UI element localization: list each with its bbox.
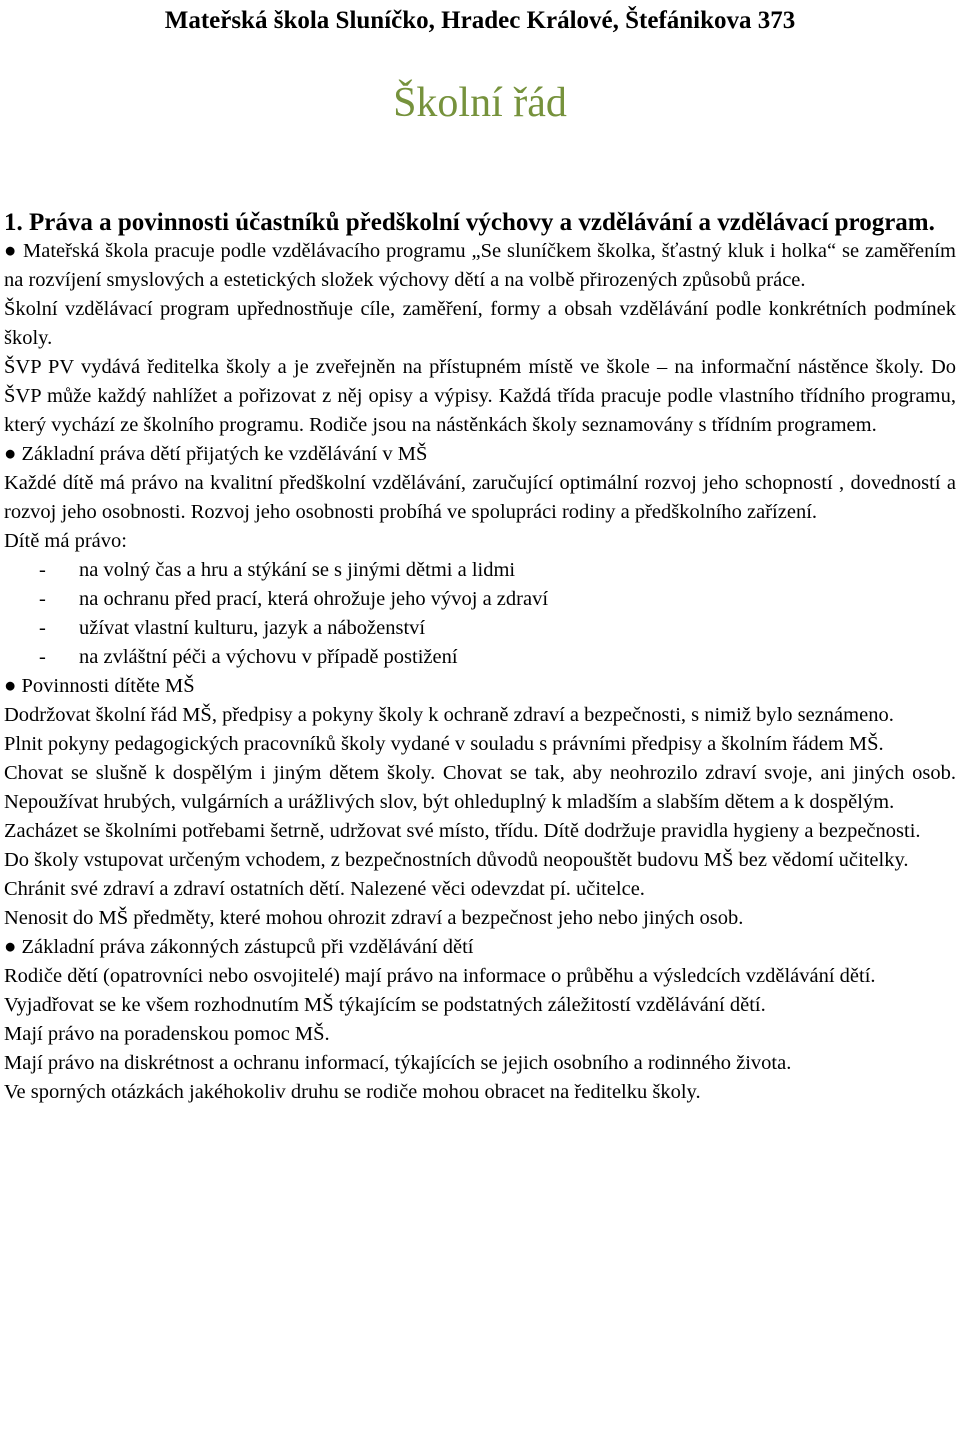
paragraph-parent-right: Mají právo na diskrétnost a ochranu informací, týkajících se jejich osobního a rodinného života. xyxy=(4,1052,792,1074)
list-item-text: na volný čas a hru a stýkání se s jinými dětmi a lidmi xyxy=(79,559,516,581)
paragraph-parent-right: Ve sporných otázkách jakéhokoliv druhu se rodiče mohou obracet na ředitelku školy. xyxy=(4,1081,701,1103)
rights-list xyxy=(4,556,956,672)
dash-marker: - xyxy=(39,617,46,639)
school-name-header: Mateřská škola Sluníčko, Hradec Králové, Štefánikova 373 xyxy=(164,7,796,34)
paragraph-parent-right: Rodiče dětí (opatrovníci nebo osvojitelé) mají právo na informace o průběhu a výsledcích vzdělávání dětí. xyxy=(4,965,876,987)
paragraph-duty: Dodržovat školní řád MŠ, předpisy a pokyny školy k ochraně zdraví a bezpečnosti, s nimiž bylo seznámeno. xyxy=(4,704,894,726)
list-item-text: na zvláštní péči a výchovu v případě postižení xyxy=(79,646,458,668)
dash-marker: - xyxy=(39,588,46,610)
document-body xyxy=(4,237,956,1107)
list-item xyxy=(4,643,956,672)
paragraph-parent-right: Vyjadřovat se ke všem rozhodnutím MŠ týkajícím se podstatných záležitostí vzdělávání dětí. xyxy=(4,994,766,1016)
paragraph-duty: Zacházet se školními potřebami šetrně, udržovat své místo, třídu. Dítě dodržuje pravidla hygieny a bezpečnosti. xyxy=(4,820,921,842)
heading-parent-rights: ● Základní práva zákonných zástupců při vzdělávání dětí xyxy=(4,936,474,958)
section-heading-1: 1. Práva a povinnosti účastníků předškolní výchovy a vzdělávání a vzdělávací program. xyxy=(4,209,935,236)
rights-list-intro: Dítě má právo: xyxy=(4,530,127,552)
paragraph-children-rights: Každé dítě má právo na kvalitní předškolní vzdělávání, zaručující optimální rozvoj jeho schopností , dovedností a rozvoj jeho osobnosti. Rozvoj jeho osobnosti probíhá ve spolupráci rodiny a předškolního zařízení. xyxy=(4,472,956,523)
paragraph-parent-right: Mají právo na poradenskou pomoc MŠ. xyxy=(4,1023,330,1045)
paragraph-duty: Plnit pokyny pedagogických pracovníků školy vydané v souladu s právními předpisy a školním řádem MŠ. xyxy=(4,733,884,755)
paragraph-duty: Nenosit do MŠ předměty, které mohou ohrozit zdraví a bezpečnost jeho nebo jiných osob. xyxy=(4,907,744,929)
list-item xyxy=(4,585,956,614)
paragraph-duty: Chovat se slušně k dospělým i jiným dětem školy. Chovat se tak, aby neohrozilo zdraví svoje, ani jiných osob. Nepoužívat hrubých, vulgárních a urážlivých slov, být ohleduplný k mladším a slabším dětem a k dospělým. xyxy=(4,762,956,813)
paragraph-duty: Chránit své zdraví a zdraví ostatních dětí. Nalezené věci odevzdat pí. učitelce. xyxy=(4,878,645,900)
list-item xyxy=(4,556,956,585)
list-item-text: užívat vlastní kulturu, jazyk a náboženství xyxy=(79,617,426,639)
paragraph-svp: Školní vzdělávací program upřednostňuje cíle, zaměření, formy a obsah vzdělávání podle konkrétních podmínek školy. xyxy=(4,298,956,349)
document-title: Školní řád xyxy=(393,80,567,126)
paragraph-program-intro: ● Mateřská škola pracuje podle vzdělávacího programu „Se sluníčkem školka, šťastný kluk i holka“ se zaměřením na rozvíjení smyslových a estetických složek výchovy dětí a na volbě přirozených způsobů práce. xyxy=(4,240,956,291)
dash-marker: - xyxy=(39,646,46,668)
paragraph-svp-pv: ŠVP PV vydává ředitelka školy a je zveřejněn na přístupném místě ve škole – na informační nástěnce školy. Do ŠVP může každý nahlížet a pořizovat z něj opisy a výpisy. Každá třída pracuje podle vlastního třídního programu, který vychází ze školního programu. Rodiče jsou na nástěnkách školy seznamovány s třídním programem. xyxy=(4,356,956,436)
list-item-text: na ochranu před prací, která ohrožuje jeho vývoj a zdraví xyxy=(79,588,549,610)
list-item xyxy=(4,614,956,643)
dash-marker: - xyxy=(39,559,46,581)
heading-children-rights: ● Základní práva dětí přijatých ke vzdělávání v MŠ xyxy=(4,443,428,465)
paragraph-duty: Do školy vstupovat určeným vchodem, z bezpečnostních důvodů neopouštět budovu MŠ bez vědomí učitelky. xyxy=(4,849,909,871)
heading-child-duties: ● Povinnosti dítěte MŠ xyxy=(4,675,195,697)
